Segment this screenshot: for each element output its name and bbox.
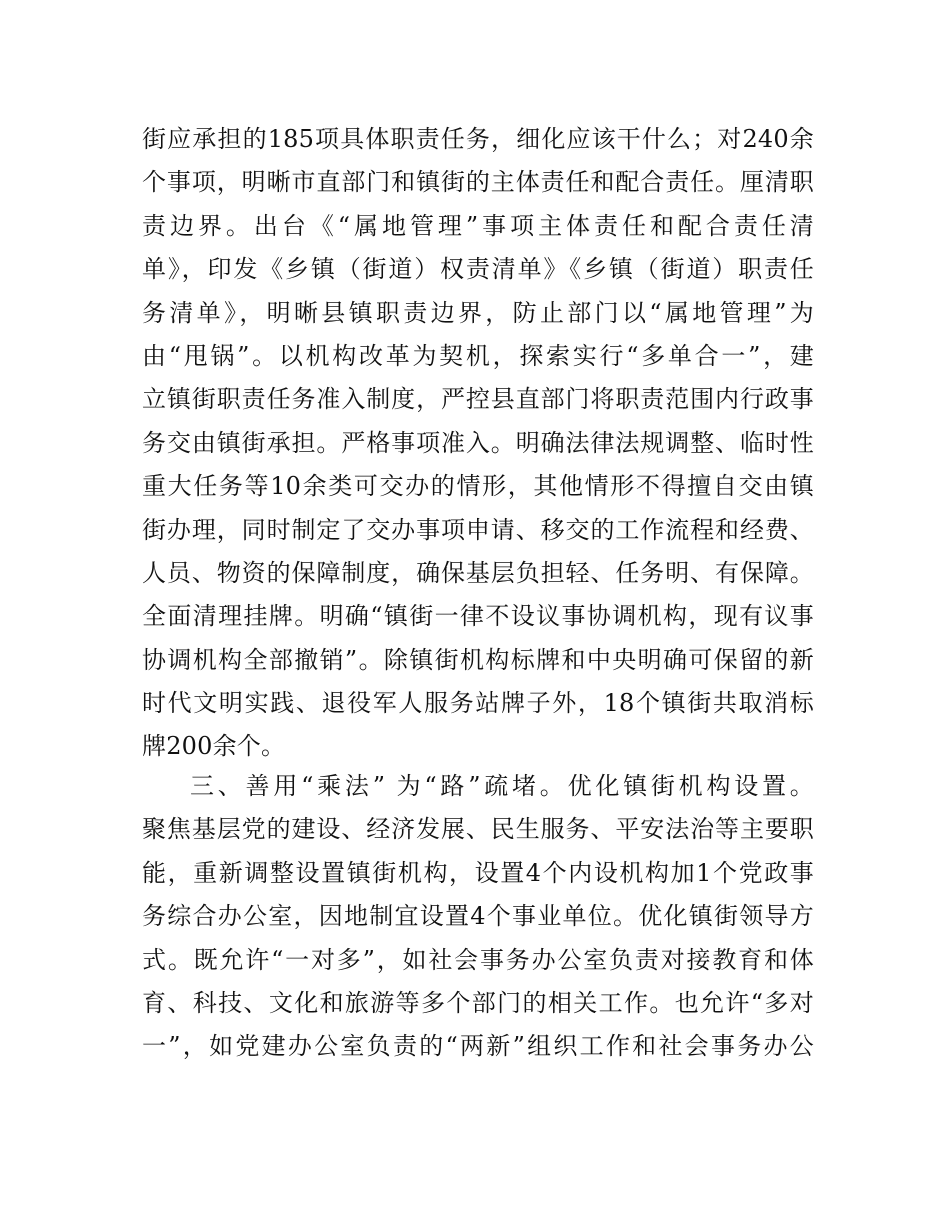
paragraph-line: 聚焦基层党的建设、经济发展、民生服务、平安法治等主要职	[142, 815, 814, 844]
paragraph-line: 单》，印发《乡镇（街道）权责清单》《乡镇（街道）职责任	[142, 255, 814, 284]
paragraph-line: 由“甩锅”。以机构改革为契机，探索实行“多单合一”，建	[142, 341, 814, 370]
paragraph-line: 一”，如党建办公室负责的“两新”组织工作和社会事务办公	[142, 1032, 814, 1061]
paragraph-line: 重大任务等10余类可交办的情形，其他情形不得擅自交由镇	[142, 472, 814, 501]
paragraph-line: 能，重新调整设置镇街机构，设置4个内设机构加1个党政事	[142, 858, 814, 887]
paragraph-line: 个事项，明晰市直部门和镇街的主体责任和配合责任。厘清职	[142, 168, 814, 197]
paragraph-line: 牌200余个。	[142, 732, 286, 761]
paragraph-line: 人员、物资的保障制度，确保基层负担轻、任务明、有保障。	[142, 558, 814, 587]
section-heading-line: 三、善用“乘法” 为“路”疏堵。优化镇街机构设置。	[190, 772, 814, 800]
paragraph-line: 街应承担的185项具体职责任务，细化应该干什么；对240余	[142, 125, 814, 153]
paragraph-line: 全面清理挂牌。明确“镇街一律不设议事协调机构，现有议事	[142, 602, 814, 631]
paragraph-line: 立镇街职责任务准入制度，严控县直部门将职责范围内行政事	[142, 385, 814, 414]
paragraph-line: 时代文明实践、退役军人服务站牌子外，18个镇街共取消标	[142, 689, 814, 718]
paragraph-1	[142, 118, 814, 769]
paragraph-line: 务交由镇街承担。严格事项准入。明确法律法规调整、临时性	[142, 428, 814, 457]
paragraph-line: 街办理，同时制定了交办事项申请、移交的工作流程和经费、	[142, 515, 814, 544]
paragraph-line: 责边界。出台《“属地管理”事项主体责任和配合责任清	[142, 211, 814, 240]
paragraph-line: 育、科技、文化和旅游等多个部门的相关工作。也允许“多对	[142, 988, 814, 1017]
paragraph-line: 式。既允许“一对多”，如社会事务办公室负责对接教育和体	[142, 945, 814, 974]
paragraph-line: 协调机构全部撤销”。除镇街机构标牌和中央明确可保留的新	[142, 645, 814, 674]
paragraph-2	[142, 765, 814, 1069]
paragraph-line: 务综合办公室，因地制宜设置4个事业单位。优化镇街领导方	[142, 902, 814, 931]
paragraph-line: 务清单》，明晰县镇职责边界，防止部门以“属地管理”为	[142, 298, 814, 327]
